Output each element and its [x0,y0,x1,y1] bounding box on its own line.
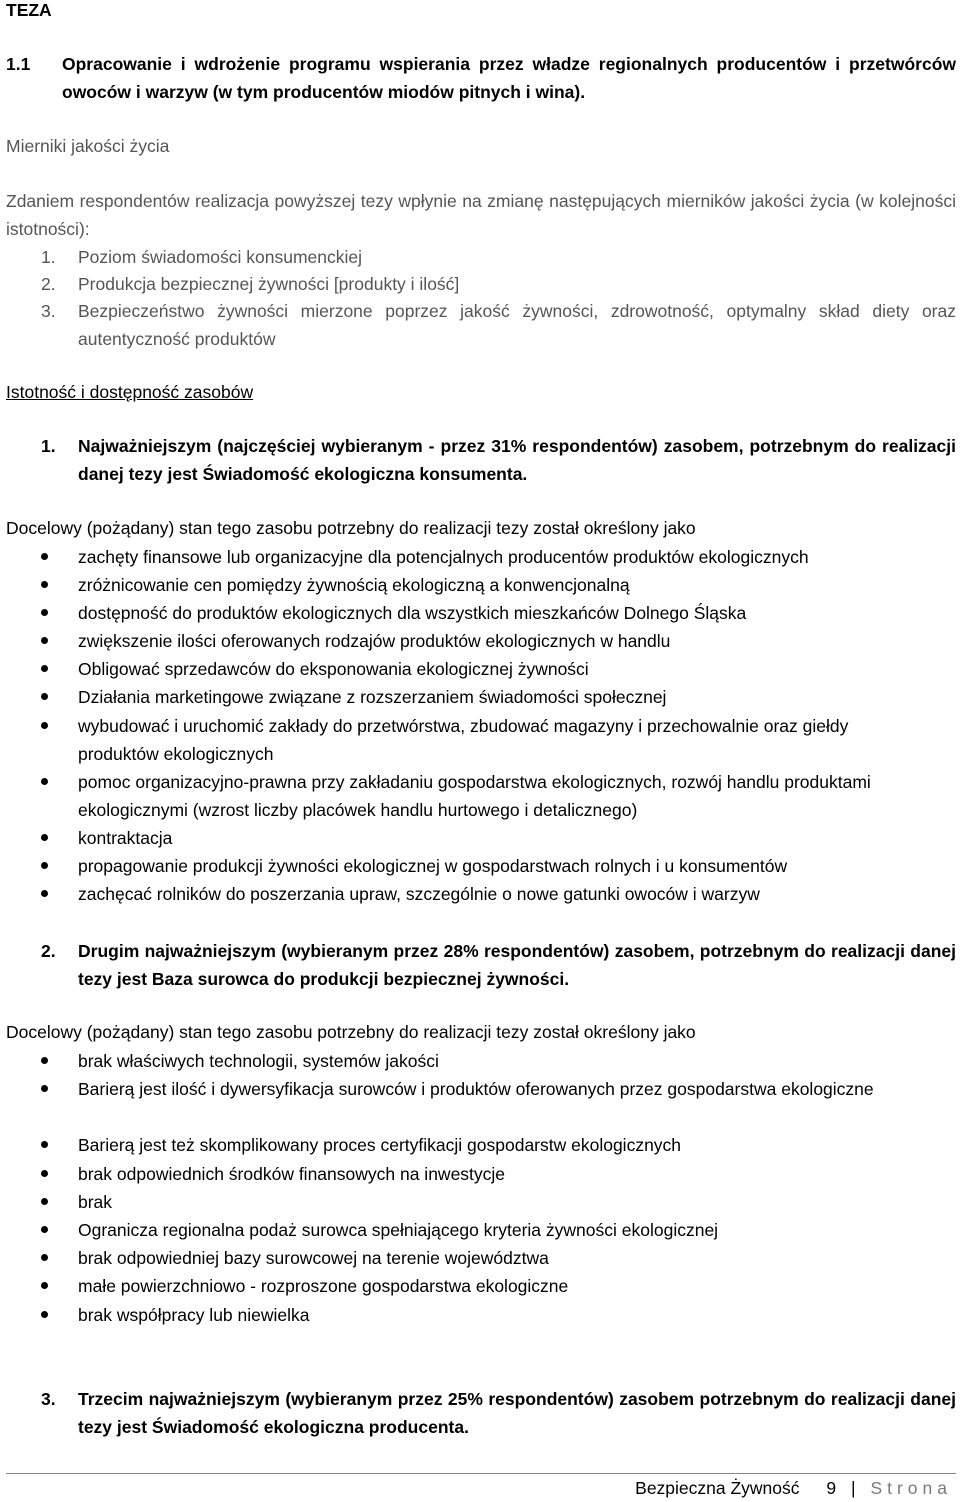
bullet-dot [41,778,48,785]
bullet-item: brak odpowiednich środków finansowych na inwestycje [78,1164,506,1184]
bullet-dot [41,609,48,616]
indicator-item: Bezpieczeństwo żywności mierzone poprzez jakość żywności, zdrowotność, optymalny skład diety oraz autentyczność produktów [78,301,956,349]
resource-2-text: Drugim najważniejszym (wybieranym przez 28% respondentów) zasobem, potrzebnym do realizacji danej tezy jest Baza surowca do produkcji bezpiecznej żywności. [78,941,956,989]
bullet-dot [41,1226,48,1233]
indicator-number: 2. [41,274,56,294]
footer-page-number: 9 [826,1478,837,1498]
bullet-item: zróżnicowanie cen pomiędzy żywnością ekologiczną a konwencjonalną [78,575,630,595]
thesis-text: Opracowanie i wdrożenie programu wspierania przez władze regionalnych producentów i przetwórców owoców i warzyw (w tym producentów miodów pitnych i wina). [62,54,956,102]
bullet-dot [41,1198,48,1205]
bullet-item: brak odpowiedniej bazy surowcowej na terenie województwa [78,1248,549,1268]
bullet-dot [41,1170,48,1177]
indicator-item: Produkcja bezpiecznej żywności [produkty i ilość] [78,274,460,294]
bullet-dot [41,581,48,588]
indicators-intro: Zdaniem respondentów realizacja powyższej tezy wpłynie na zmianę następujących mierników jakości życia (w kolejności istotności): [6,191,956,239]
bullet-item: kontraktacja [78,828,173,848]
bullet-item: Barierą jest ilość i dywersyfikacja surowców i produktów oferowanych przez gospodarstwa ekologiczne [78,1079,874,1099]
bullet-dot [41,1057,48,1064]
resource-1-text: Najważniejszym (najczęściej wybieranym - przez 31% respondentów) zasobem, potrzebnym do realizacji danej tezy jest Świadomość ekologiczna konsumenta. [78,436,956,484]
indicator-item: Poziom świadomości konsumenckiej [78,247,362,267]
bullet-item: Barierą jest też skomplikowany proces certyfikacji gospodarstw ekologicznych [78,1135,682,1155]
footer-page-word: Strona [870,1478,952,1498]
indicator-number: 3. [41,301,56,321]
bullet-item: zwiększenie ilości oferowanych rodzajów produktów ekologicznych w handlu [78,631,671,651]
bullet-item: Działania marketingowe związane z rozszerzaniem świadomości społecznej [78,687,667,707]
bullet-dot [41,1254,48,1261]
bullet-item: Obligować sprzedawców do eksponowania ekologicznej żywności [78,659,589,679]
bullet-dot [41,637,48,644]
bullet-item: wybudować i uruchomić zakłady do przetwórstwa, zbudować magazyny i przechowalnie oraz giełdy produktów ekologicznych [78,716,849,764]
bullet-item: propagowanie produkcji żywności ekologicznej w gospodarstwach rolnych i u konsumentów [78,856,788,876]
resource-number: 2. [41,941,56,961]
resource-number: 1. [41,436,56,456]
bullet-dot [41,722,48,729]
footer-separator: | [851,1478,856,1498]
bullet-item: pomoc organizacyjno-prawna przy zakładaniu gospodarstwa ekologicznych, rozwój handlu produktami ekologicznymi (wzrost liczby placówek handlu hurtowego i detalicznego) [78,772,871,820]
resource-number: 3. [41,1389,56,1409]
resource-3-text: Trzecim najważniejszym (wybieranym przez 25% respondentów) zasobem potrzebnym do realizacji danej tezy jest Świadomość ekologiczna producenta. [78,1389,956,1437]
bullet-dot [41,862,48,869]
bullet-item: brak właściwych technologii, systemów jakości [78,1051,439,1071]
footer-title: Bezpieczna Żywność [635,1478,800,1498]
target-state-heading-1: Docelowy (pożądany) stan tego zasobu potrzebny do realizacji tezy został określony jako [6,518,696,538]
teza-label: TEZA [6,0,52,20]
bullet-dot [41,1085,48,1092]
bullet-dot [41,553,48,560]
indicators-heading: Mierniki jakości życia [6,136,170,156]
bullet-dot [41,665,48,672]
target-state-heading-2: Docelowy (pożądany) stan tego zasobu potrzebny do realizacji tezy został określony jako [6,1022,696,1042]
bullet-item: małe powierzchniowo - rozproszone gospodarstwa ekologiczne [78,1276,569,1296]
bullet-dot [41,1141,48,1148]
bullet-dot [41,1282,48,1289]
bullet-dot [41,834,48,841]
indicator-number: 1. [41,247,56,267]
bullet-dot [41,693,48,700]
page-footer [635,1474,952,1502]
bullet-item: zachęty finansowe lub organizacyjne dla potencjalnych producentów produktów ekologicznych [78,547,809,567]
bullet-item: dostępność do produktów ekologicznych dla wszystkich mieszkańców Dolnego Śląska [78,603,747,623]
resources-heading: Istotność i dostępność zasobów [6,382,254,402]
bullet-item: brak [78,1192,113,1212]
bullet-item: zachęcać rolników do poszerzania upraw, szczególnie o nowe gatunki owoców i warzyw [78,884,760,904]
bullet-item: Ogranicza regionalna podaż surowca spełniającego kryteria żywności ekologicznej [78,1220,719,1240]
bullet-dot [41,1311,48,1318]
bullet-item: brak współpracy lub niewielka [78,1305,310,1325]
thesis-number: 1.1 [6,54,31,74]
bullet-dot [41,890,48,897]
